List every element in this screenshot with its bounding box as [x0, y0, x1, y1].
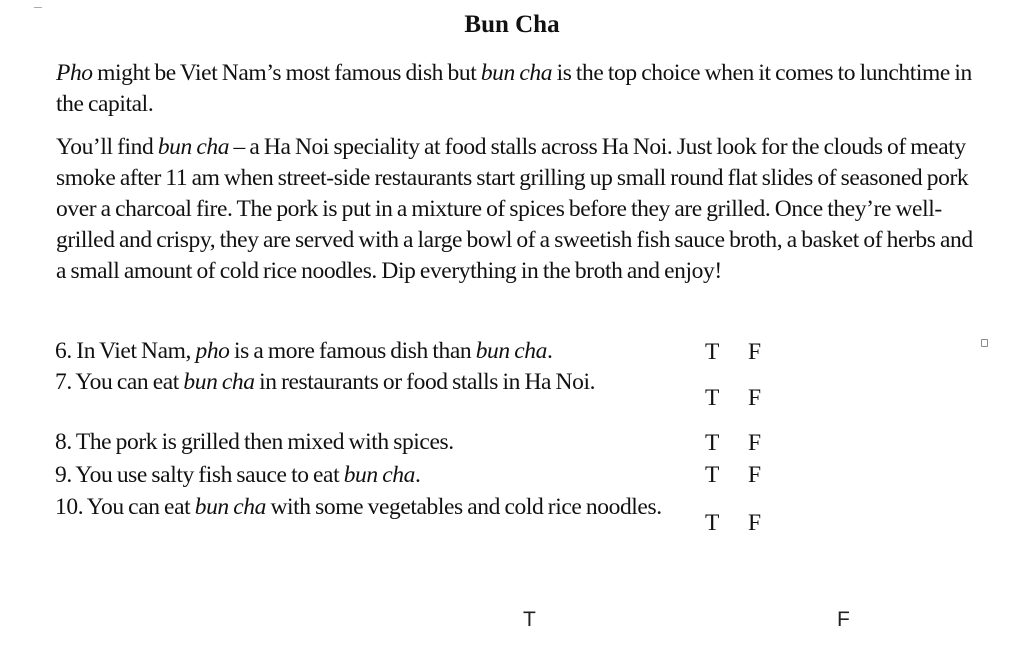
false-option[interactable]: F	[748, 339, 762, 365]
question-row	[55, 460, 785, 492]
question-text	[55, 427, 685, 457]
italic-term: bun cha	[183, 369, 255, 395]
text-span: 7. You can eat	[55, 369, 184, 395]
bottom-true-label[interactable]: T	[523, 608, 536, 631]
text-span: with some vegetables and cold rice noodles.	[266, 494, 662, 520]
text-span: 6. In Viet Nam,	[55, 338, 196, 364]
text-span: is a more famous dish than	[229, 338, 476, 364]
false-option[interactable]: F	[748, 385, 762, 411]
text-span: in restaurants or food stalls in Ha Noi.	[254, 369, 596, 395]
italic-term: Pho	[56, 60, 93, 86]
paragraph-intro	[56, 58, 986, 120]
italic-term: bun cha	[343, 462, 415, 488]
italic-term: bun cha	[475, 338, 547, 364]
false-option[interactable]: F	[748, 462, 762, 488]
text-span: You’ll find	[56, 134, 158, 160]
question-text	[55, 336, 685, 366]
page-title: Bun Cha	[464, 11, 560, 38]
true-option[interactable]: T	[705, 339, 720, 365]
bottom-false-label[interactable]: F	[837, 608, 850, 631]
false-option[interactable]: F	[748, 510, 762, 536]
text-span: 10. You can eat	[55, 494, 195, 520]
text-span: is the top choice when it comes to lunchtime in the capital.	[56, 60, 972, 117]
question-row	[55, 367, 785, 427]
italic-term: bun cha	[480, 60, 553, 86]
italic-term: bun cha	[157, 134, 230, 160]
true-false-questions	[55, 336, 785, 554]
true-option[interactable]: T	[705, 430, 720, 456]
question-text	[55, 492, 685, 522]
question-row	[55, 492, 785, 554]
text-span: 9. You use salty fish sauce to eat	[55, 462, 344, 488]
question-row	[55, 336, 785, 367]
question-text	[55, 367, 685, 397]
text-span: might be Viet Nam’s most famous dish but	[92, 60, 481, 86]
false-option[interactable]: F	[748, 430, 762, 456]
true-option[interactable]: T	[705, 510, 720, 536]
true-option[interactable]: T	[705, 385, 720, 411]
text-span: 8. The pork is grilled then mixed with spices.	[55, 429, 454, 455]
text-span: .	[546, 338, 553, 364]
paragraph-body	[56, 132, 986, 287]
question-row	[55, 427, 785, 460]
italic-term: bun cha	[194, 494, 266, 520]
corner-mark: ـــ	[34, 1, 42, 11]
question-text	[55, 460, 685, 490]
italic-term: pho	[195, 338, 230, 364]
true-option[interactable]: T	[705, 462, 720, 488]
small-square-icon	[981, 339, 988, 347]
text-span: .	[414, 462, 421, 488]
text-span: – a Ha Noi speciality at food stalls across Ha Noi. Just look for the clouds of meaty smoke after 11 am when street-side restaurants start grilling up small round flat slides of seasoned pork over a charcoal fire. The pork is put in a mixture of spices before they are grilled. Once they’re well-grilled and crispy, they are served with a large bowl of a sweetish fish sauce broth, a basket of herbs and a small amount of cold rice noodles. Dip everything in the broth and enjoy!	[56, 134, 973, 284]
